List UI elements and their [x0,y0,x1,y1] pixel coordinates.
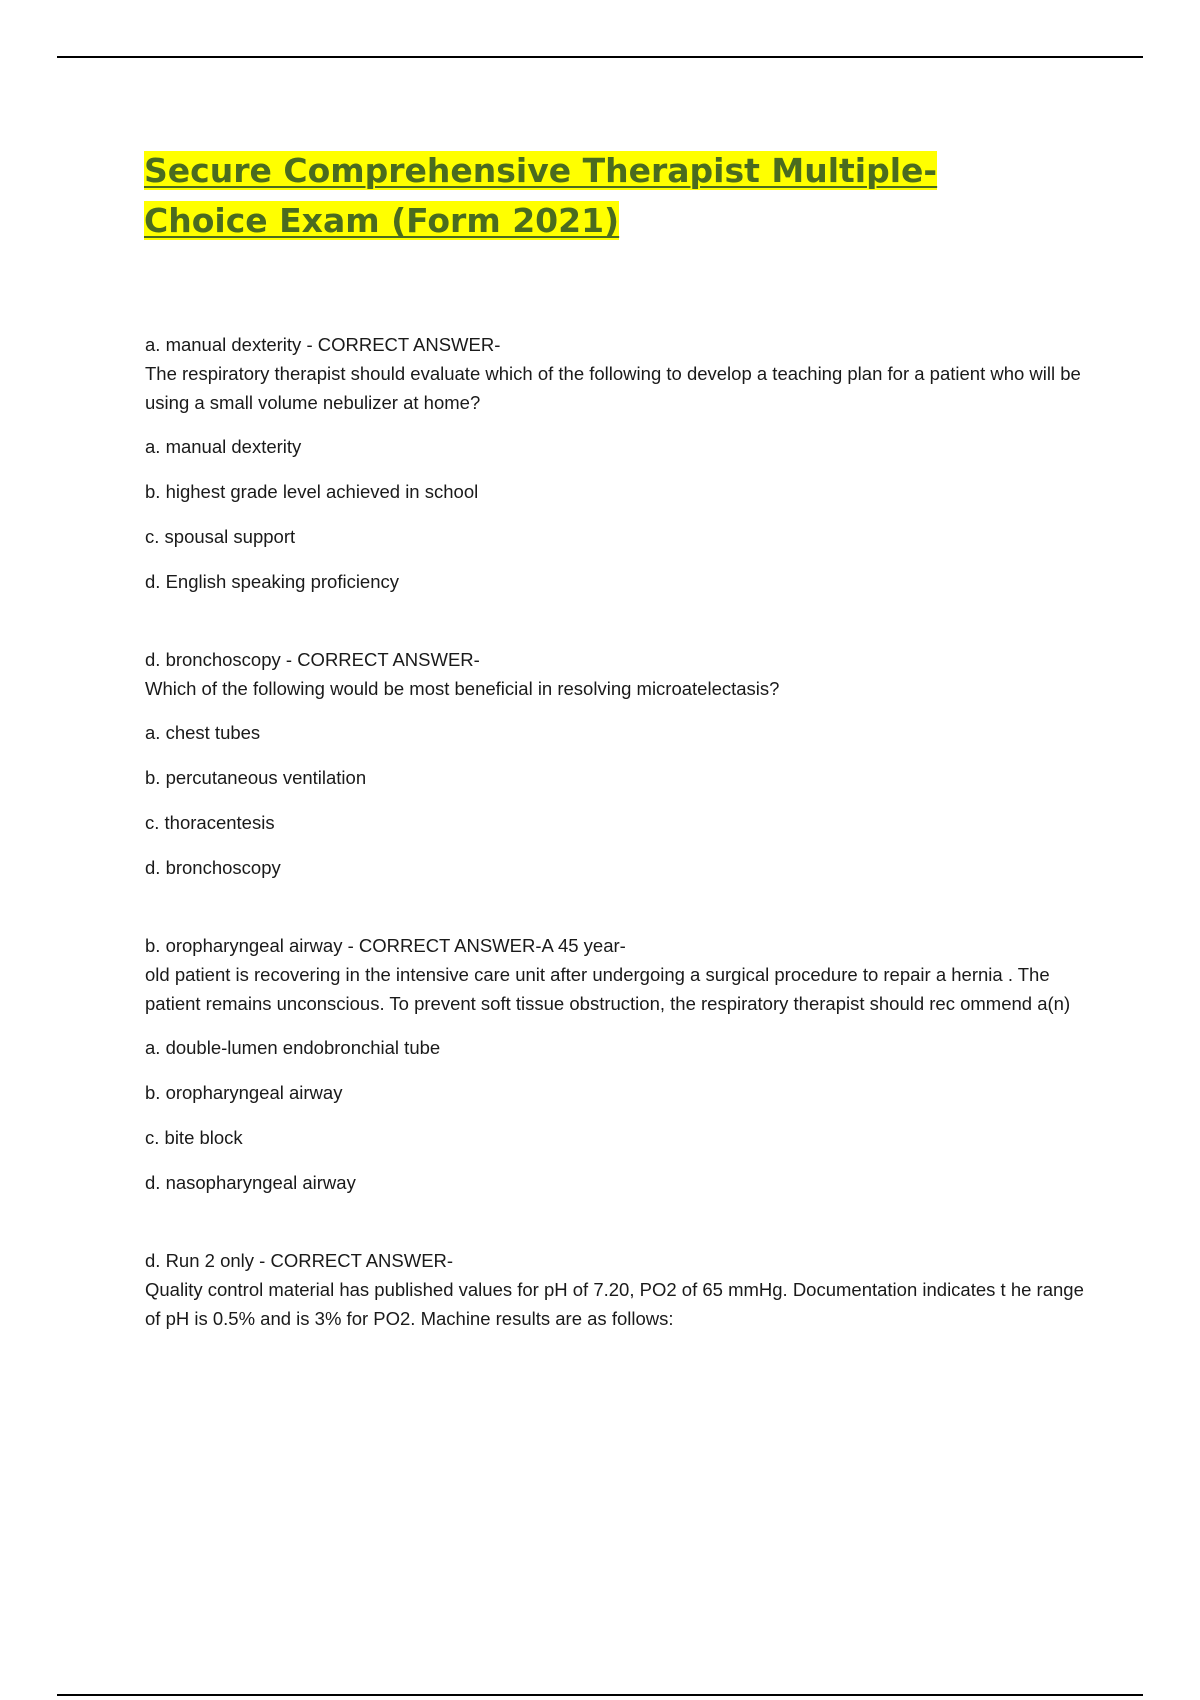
option-c: c. thoracentesis [145,812,275,833]
question-item-3 [145,931,1095,1198]
option-d: d. English speaking proficiency [145,571,400,592]
option-c: c. spousal support [145,526,296,547]
option-a: a. double-lumen endobronchial tube [145,1037,441,1058]
question-item-4 [145,1246,1095,1333]
option-b: b. oropharyngeal airway [145,1082,343,1103]
question-item-1 [145,330,1095,597]
document-title-text: Secure Comprehensive Therapist Multiple-Choice Exam (Form 2021) [144,151,938,240]
correct-answer-label: a. manual dexterity - CORRECT ANSWER- [145,334,501,355]
document-title [144,146,1024,246]
question-text: old patient is recovering in the intensive care unit after undergoing a surgical procedure to repair a hernia . The patient remains unconscious. To prevent soft tissue obstruction, the respiratory therapist should rec ommend a(n) [145,964,1071,1014]
top-rule [57,56,1143,58]
question-item-2 [145,645,1095,883]
option-d: d. bronchoscopy [145,857,281,878]
bottom-rule [57,1694,1143,1696]
question-list [145,330,1095,1381]
option-a: a. chest tubes [145,722,261,743]
correct-answer-label: b. oropharyngeal airway - CORRECT ANSWER-A 45 year- [145,935,626,956]
option-b: b. highest grade level achieved in school [145,481,479,502]
question-text: Which of the following would be most beneficial in resolving microatelectasis? [145,678,780,699]
option-b: b. percutaneous ventilation [145,767,367,788]
question-text: The respiratory therapist should evaluate which of the following to develop a teaching plan for a patient who will be using a small volume nebulizer at home? [145,363,1081,413]
correct-answer-label: d. bronchoscopy - CORRECT ANSWER- [145,649,480,670]
question-text: Quality control material has published values for pH of 7.20, PO2 of 65 mmHg. Documentation indicates t he range of pH is 0.5% and is 3% for PO2. Machine results are as follows: [145,1279,1084,1329]
option-c: c. bite block [145,1127,243,1148]
correct-answer-label: d. Run 2 only - CORRECT ANSWER- [145,1250,454,1271]
option-d: d. nasopharyngeal airway [145,1172,356,1193]
option-a: a. manual dexterity [145,436,302,457]
